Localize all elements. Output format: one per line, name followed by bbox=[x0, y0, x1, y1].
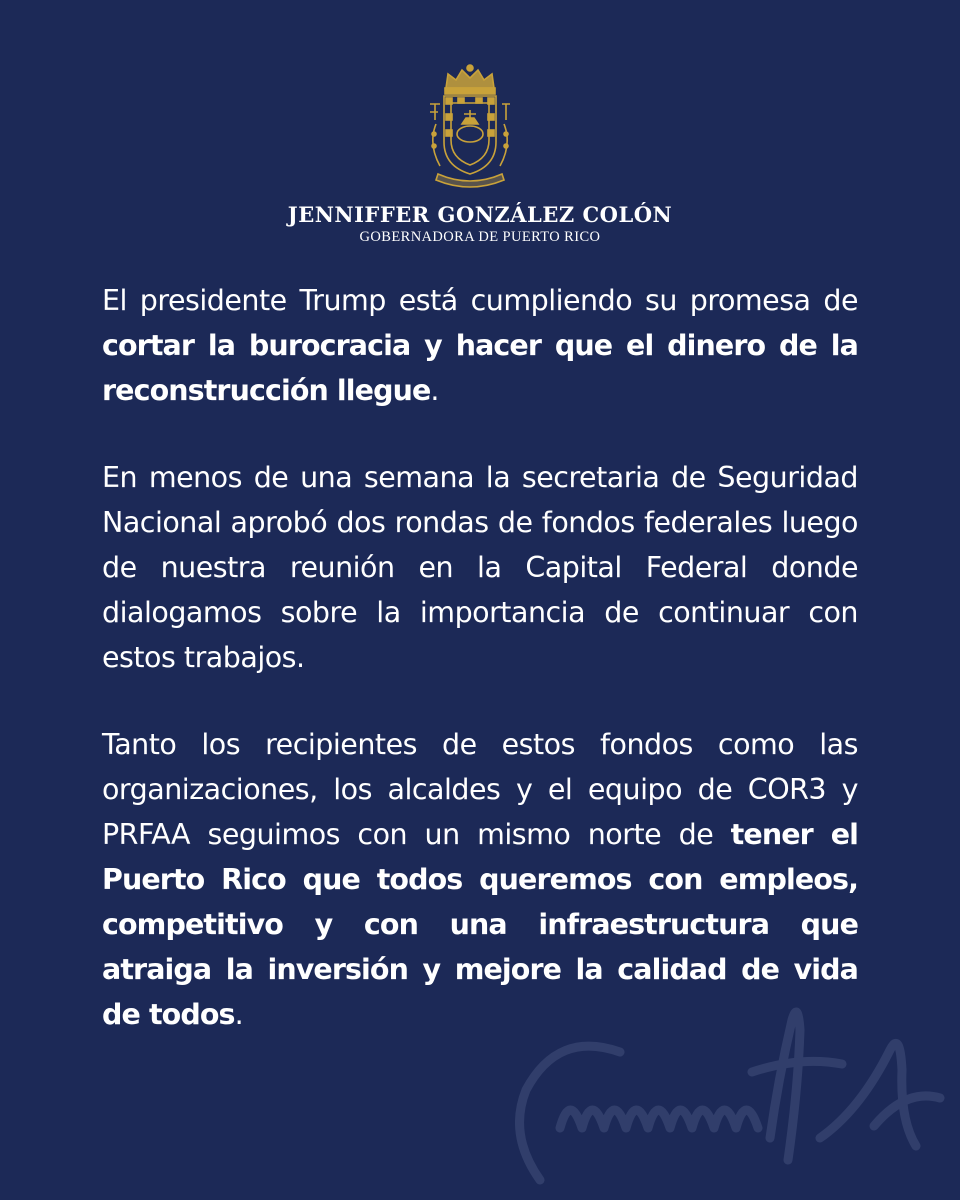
signature-watermark-icon bbox=[470, 960, 960, 1200]
paragraph-1 bbox=[102, 278, 858, 413]
paragraph-1-bold: cortar la burocracia y hacer que el dinero de la reconstrucción llegue bbox=[102, 329, 858, 407]
paragraph-3-end: . bbox=[234, 998, 244, 1031]
statement-body bbox=[102, 278, 858, 1079]
paragraph-3-text: Tanto los recipientes de estos fondos como las organizaciones, los alcaldes y el equipo de COR3 y PRFAA seguimos con un mismo norte de bbox=[102, 728, 858, 851]
governor-name: JENNIFFER GONZÁLEZ COLÓN bbox=[287, 202, 673, 227]
paragraph-2-text: En menos de una semana la secretaria de Seguridad Nacional aprobó dos rondas de fondos federales luego de nuestra reunión en la Capital Federal donde dialogamos sobre la importancia de continuar con estos trabajos. bbox=[102, 461, 858, 674]
governor-title: GOBERNADORA DE PUERTO RICO bbox=[359, 229, 601, 245]
paragraph-2 bbox=[102, 455, 858, 680]
paragraph-1-end: . bbox=[430, 374, 439, 407]
paragraph-3-bold: tener el Puerto Rico que todos queremos con empleos, competitivo y con una infraestructura que atraiga la inversión y mejore la calidad de vida de todos bbox=[102, 818, 858, 1031]
coat-of-arms-icon bbox=[418, 62, 522, 192]
header bbox=[0, 203, 960, 246]
paragraph-1-text: El presidente Trump está cumpliendo su promesa de bbox=[102, 284, 858, 317]
